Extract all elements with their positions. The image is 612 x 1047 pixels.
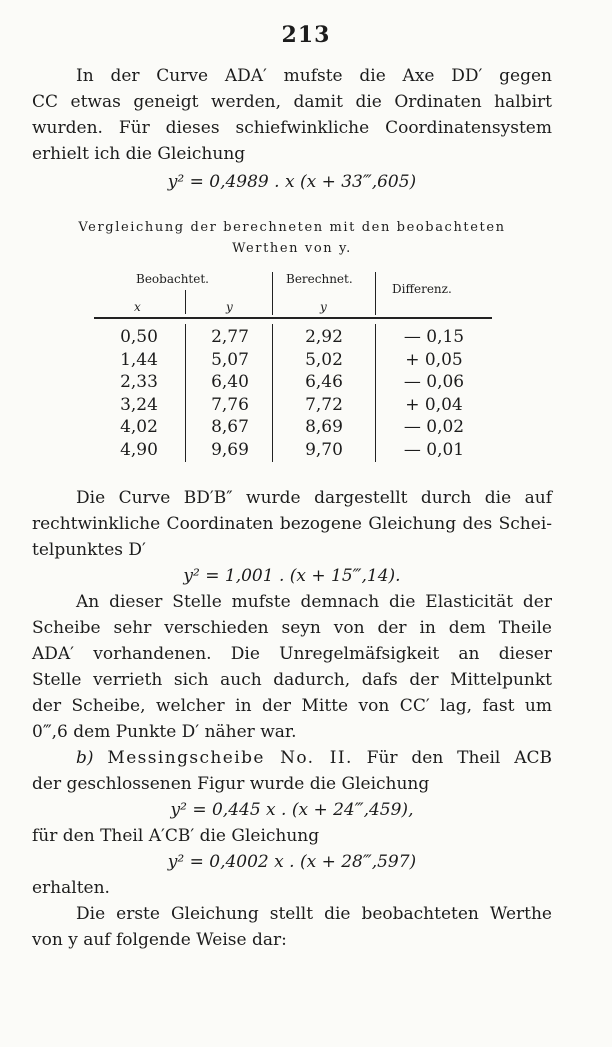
section-title: Messingscheibe No. II. xyxy=(107,748,353,768)
section-intro: Für den Theil ACB xyxy=(366,748,553,768)
para4-line4: erhalten. xyxy=(32,878,110,898)
rule-x-y xyxy=(185,324,186,462)
cell-y-observed: 9,69 xyxy=(211,439,249,460)
cell-y-observed: 5,07 xyxy=(211,349,249,370)
cell-difference: — 0,02 xyxy=(403,417,465,437)
comparison-table xyxy=(92,270,494,470)
table-caption-line2: Werthen von y. xyxy=(232,241,352,256)
cell-difference: + 0,04 xyxy=(405,394,463,415)
header-x: x xyxy=(134,300,141,314)
para3-line3: ADA′ vorhandenen. Die Unregelmäfsigkeit an dieser xyxy=(32,644,552,664)
rule-difference-left-top xyxy=(375,272,376,315)
equation-1: y² = 0,4989 . x (x + 33‴,605) xyxy=(167,172,417,192)
cell-y-observed: 6,40 xyxy=(211,372,249,392)
cell-y-computed: 6,46 xyxy=(305,372,343,392)
column-y-observed xyxy=(188,326,272,461)
cell-y-computed: 8,69 xyxy=(305,417,343,437)
header-y-computed: y xyxy=(320,300,327,314)
para3-line2: Scheibe sehr verschieden seyn von der in dem Theile xyxy=(32,618,552,638)
para3-line6: 0‴,6 dem Punkte D′ näher war. xyxy=(32,722,297,742)
cell-y-observed: 2,77 xyxy=(211,327,249,347)
rule-y-ycalc xyxy=(272,324,273,462)
equation-3: y² = 0,445 x . (x + 24‴,459), xyxy=(170,800,414,820)
para4-line1 xyxy=(76,746,552,770)
page-number: 213 xyxy=(281,22,331,48)
rule-ycalc-diff xyxy=(375,324,376,462)
para2-line3: telpunktes D′ xyxy=(32,540,146,560)
cell-x: 0,50 xyxy=(120,327,158,347)
cell-difference: — 0,01 xyxy=(403,439,465,460)
column-y-computed xyxy=(276,326,372,461)
cell-x: 4,02 xyxy=(120,417,158,437)
header-difference: Differenz. xyxy=(392,282,452,296)
cell-y-observed: 7,76 xyxy=(211,394,249,415)
header-y-observed: y xyxy=(226,300,233,314)
cell-x: 2,33 xyxy=(120,372,158,392)
header-observed: Beobachtet. xyxy=(136,272,209,286)
table-header-rule xyxy=(94,317,492,319)
section-label: b) xyxy=(76,748,94,768)
cell-x: 4,90 xyxy=(120,439,158,460)
cell-x: 1,44 xyxy=(120,349,158,370)
cell-y-computed: 5,02 xyxy=(305,349,343,370)
para5-line1: Die erste Gleichung stellt die beobachteten Werthe xyxy=(76,904,552,924)
equation-2: y² = 1,001 . (x + 15‴,14). xyxy=(183,566,401,586)
para3-line1: An dieser Stelle mufste demnach die Elasticität der xyxy=(76,592,552,612)
para5-line2: von y auf folgende Weise dar: xyxy=(32,930,287,950)
para4-line3: für den Theil A′CB′ die Gleichung xyxy=(32,826,320,846)
rule-observed-split xyxy=(185,290,186,314)
table-caption-line1: Vergleichung der berechneten mit den beobachteten xyxy=(78,220,506,235)
cell-difference: — 0,15 xyxy=(403,327,465,347)
column-difference xyxy=(382,326,486,461)
para1-line1: In der Curve ADA′ mufste die Axe DD′ gegen xyxy=(76,66,552,86)
para2-line1: Die Curve BD′B″ wurde dargestellt durch die auf xyxy=(76,488,552,508)
equation-4: y² = 0,4002 x . (x + 28‴,597) xyxy=(167,852,417,872)
cell-y-computed: 2,92 xyxy=(305,327,343,347)
para2-line2: rechtwinkliche Coordinaten bezogene Gleichung des Schei- xyxy=(32,514,552,534)
cell-x: 3,24 xyxy=(120,394,158,415)
cell-difference: — 0,06 xyxy=(403,372,465,392)
cell-y-computed: 9,70 xyxy=(305,439,343,460)
para1-line2: CC etwas geneigt werden, damit die Ordinaten halbirt xyxy=(32,92,552,112)
para3-line4: Stelle verrieth sich auch dadurch, dafs der Mittelpunkt xyxy=(32,670,552,690)
para3-line5: der Scheibe, welcher in der Mitte von CC′ lag, fast um xyxy=(32,696,552,716)
cell-y-observed: 8,67 xyxy=(211,417,249,437)
para4-line2: der geschlossenen Figur wurde die Gleichung xyxy=(32,774,430,794)
rule-computed-left-top xyxy=(272,272,273,315)
header-computed: Berechnet. xyxy=(286,272,353,286)
cell-difference: + 0,05 xyxy=(405,349,463,370)
para1-line3: wurden. Für dieses schiefwinkliche Coordinatensystem xyxy=(32,118,552,138)
para1-line4: erhielt ich die Gleichung xyxy=(32,144,246,164)
column-x xyxy=(96,326,182,461)
cell-y-computed: 7,72 xyxy=(305,394,343,415)
